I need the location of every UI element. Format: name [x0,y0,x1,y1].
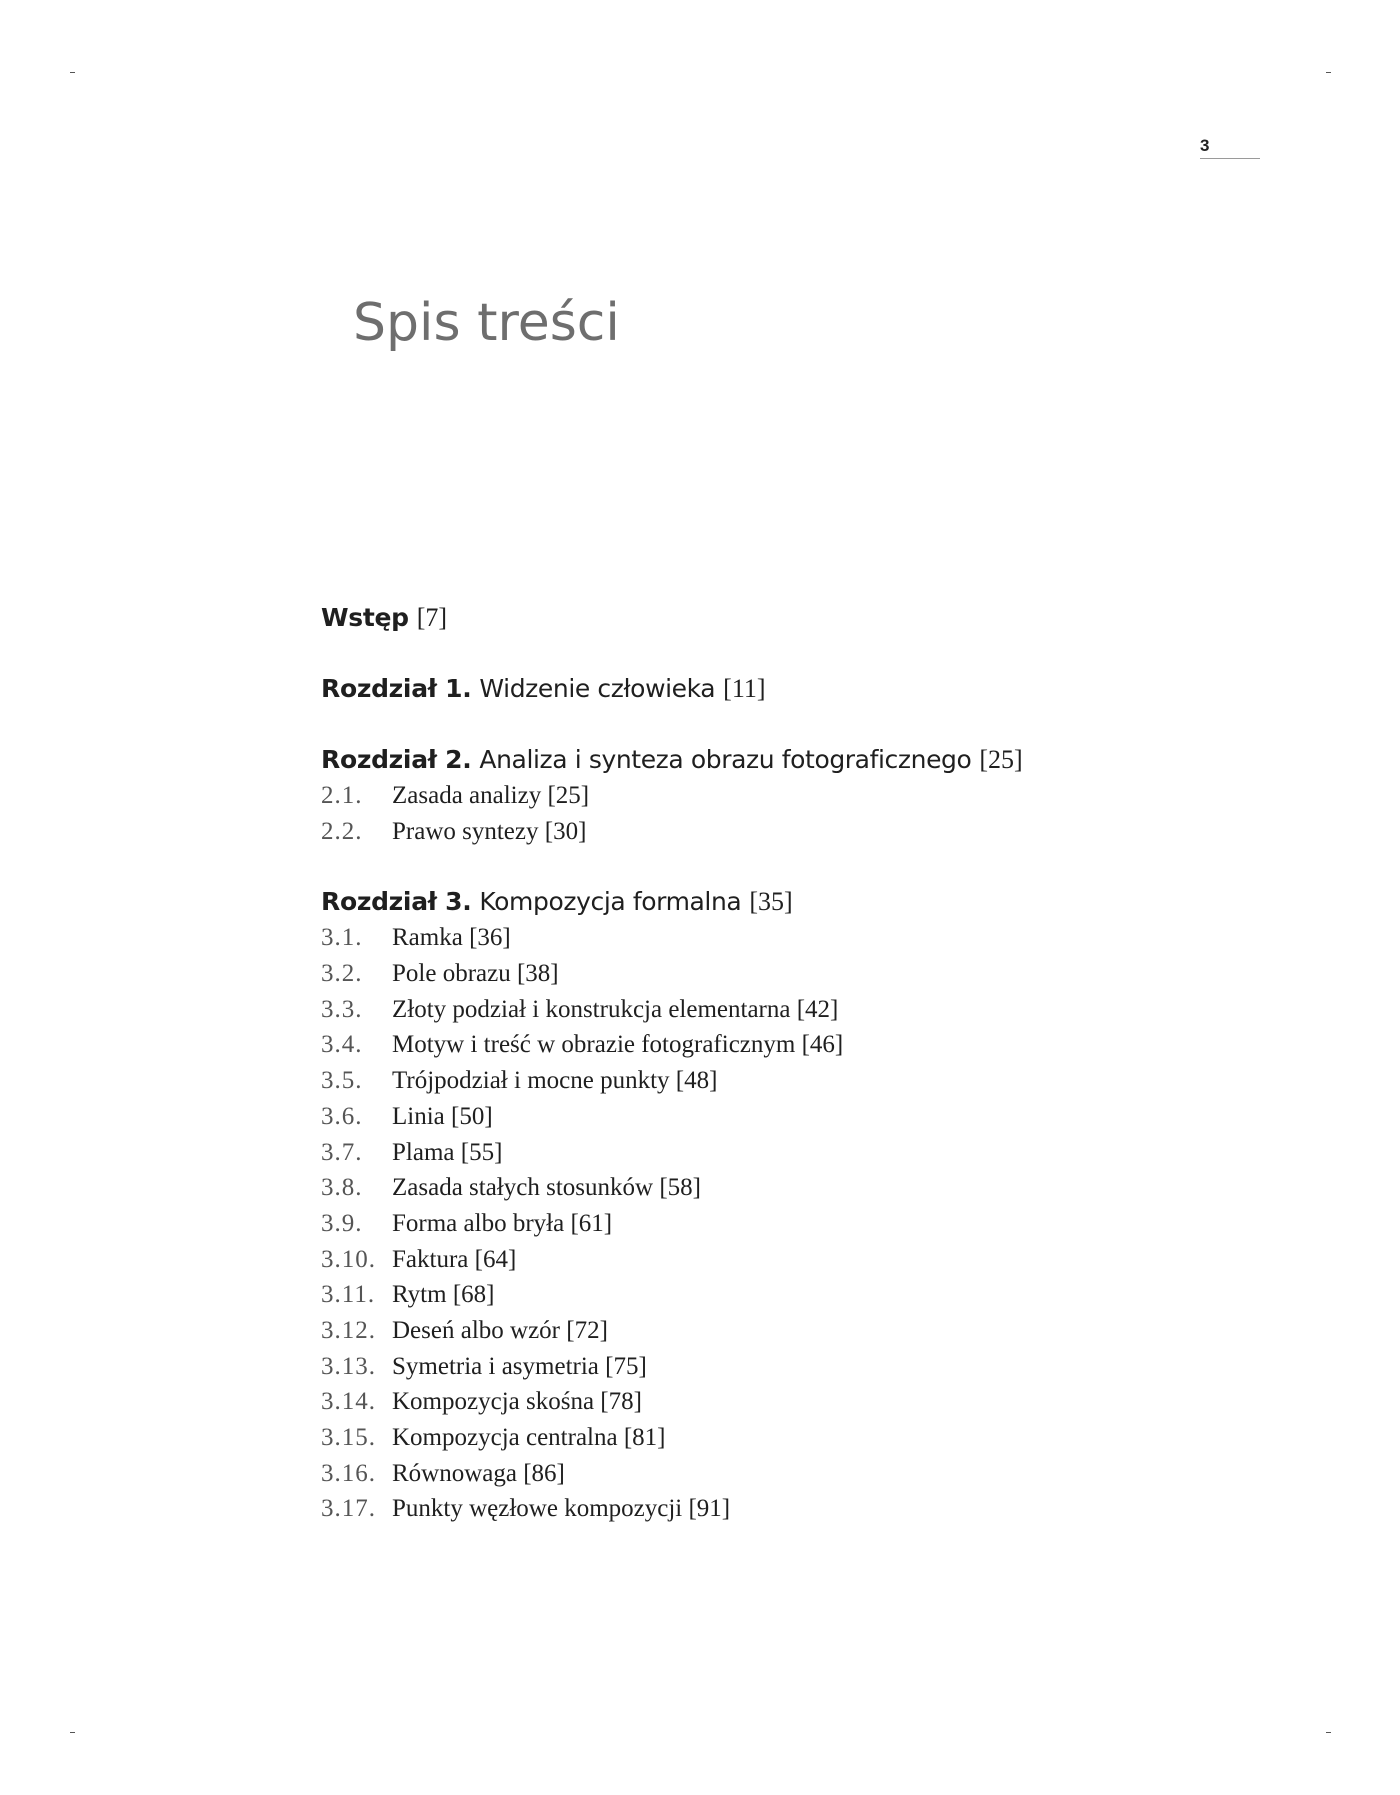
section-title [392,992,838,1028]
section-title-text: Kompozycja skośna [392,1388,595,1416]
section-number: 3.13. [321,1352,376,1380]
section-title-text: Faktura [392,1245,469,1273]
section-title [392,1349,647,1385]
section-number: 3.12. [321,1316,376,1344]
toc-section-item[interactable] [321,1135,1221,1171]
toc-section-item[interactable] [321,992,1221,1028]
section-page: [78] [600,1388,642,1416]
section-title-text: Ramka [392,924,463,952]
crop-mark-top-left [70,72,75,73]
section-title-text: Pole obrazu [392,960,511,988]
toc-chapter-2[interactable] [321,742,1221,778]
section-title [392,1099,493,1135]
section-title [392,814,586,850]
toc-section-item[interactable] [321,814,1221,850]
section-number: 3.15. [321,1424,376,1451]
chapter-page: [25] [979,745,1023,774]
section-page: [81] [623,1424,666,1451]
section-title-text: Forma albo bryła [392,1209,565,1237]
section-title [392,1313,608,1349]
section-title [392,1384,642,1420]
chapter-3-sections [321,920,1221,1527]
chapter-name: Kompozycja formalna [479,887,742,917]
section-title [392,1206,612,1242]
section-number: 2.2. [321,817,363,845]
toc-section-item[interactable] [321,1099,1221,1135]
toc-section-item[interactable] [321,1242,1221,1278]
toc-section-item[interactable] [321,1456,1221,1492]
section-number: 3.6. [321,1102,363,1130]
section-number: 3.5. [321,1067,363,1095]
section-title [392,1456,565,1492]
chapter-page: [35] [749,887,793,917]
toc-section-item[interactable] [321,1206,1221,1242]
section-title-text: Rytm [392,1281,447,1309]
section-title-text: Równowaga [392,1459,517,1487]
page-number: 3 [1200,136,1260,159]
toc-section-item[interactable] [321,1420,1221,1456]
chapter-page: [11] [723,674,766,703]
section-title-text: Prawo syntezy [392,817,539,845]
toc-section-item[interactable] [321,1491,1221,1527]
toc-intro-page: [7] [416,603,448,632]
section-title-text: Punkty węzłowe kompozycji [392,1495,683,1523]
toc-section-item[interactable] [321,1384,1221,1420]
section-number: 3.4. [321,1031,363,1059]
section-page: [61] [570,1209,613,1237]
section-title [392,1170,701,1206]
section-number: 3.8. [321,1174,363,1202]
section-title [392,778,589,814]
section-number: 3.7. [321,1138,363,1166]
toc-section-item[interactable] [321,920,1221,956]
section-title-text: Złoty podział i konstrukcja elementarna [392,995,791,1023]
section-title-text: Zasada analizy [392,782,542,809]
section-title [392,1491,730,1527]
toc-intro-label: Wstęp [321,603,409,632]
chapter-prefix: Rozdział 2. [321,745,472,774]
toc-section-item[interactable] [321,1313,1221,1349]
toc-chapter-1[interactable] [321,671,1221,707]
section-number: 3.2. [321,960,363,988]
section-page: [64] [474,1245,517,1273]
chapter-name: Widzenie człowieka [479,674,716,703]
section-page: [42] [796,995,839,1023]
section-number: 3.16. [321,1459,376,1487]
section-title-text: Trójpodział i mocne punkty [392,1067,670,1095]
section-number: 3.9. [321,1209,363,1237]
section-title-text: Kompozycja centralna [392,1424,618,1451]
section-title-text: Deseń albo wzór [392,1316,560,1344]
toc-section-item[interactable] [321,778,1221,814]
section-number: 3.3. [321,995,363,1023]
section-title-text: Motyw i treść w obrazie fotograficznym [392,1031,796,1059]
chapter-name: Analiza i synteza obrazu fotograficznego [479,745,972,774]
section-title [392,956,559,992]
section-page: [55] [460,1138,503,1166]
section-page: [46] [801,1031,844,1059]
section-page: [86] [523,1459,565,1487]
toc-chapter-3[interactable] [321,884,1221,920]
section-title [392,1420,666,1456]
crop-mark-bottom-right [1326,1732,1331,1733]
chapter-2-sections [321,778,1221,849]
section-title [392,1242,516,1278]
section-page: [58] [659,1174,701,1202]
toc-section-item[interactable] [321,1063,1221,1099]
section-page: [30] [544,817,587,845]
crop-mark-top-right [1326,72,1331,73]
section-title [392,920,511,956]
section-number: 3.11. [321,1281,376,1309]
section-page: [75] [605,1352,647,1380]
section-title-text: Zasada stałych stosunków [392,1174,654,1202]
section-page: [25] [547,782,590,809]
toc-section-item[interactable] [321,1349,1221,1385]
toc-section-item[interactable] [321,956,1221,992]
section-number: 2.1. [321,782,363,809]
section-title [392,1063,717,1099]
section-page: [48] [675,1067,718,1095]
page-title: Spis treści [353,293,620,353]
chapter-prefix: Rozdział 1. [321,674,472,703]
chapter-prefix: Rozdział 3. [321,887,472,917]
section-page: [72] [566,1316,608,1344]
toc-section-item[interactable] [321,1277,1221,1313]
section-title [392,1135,502,1171]
section-number: 3.1. [321,924,363,952]
section-number: 3.14. [321,1388,376,1416]
section-title-text: Symetria i asymetria [392,1352,599,1380]
section-title-text: Linia [392,1102,445,1130]
section-title [392,1027,843,1063]
section-title [392,1277,494,1313]
toc-section-item[interactable] [321,1170,1221,1206]
section-page: [91] [688,1495,731,1523]
section-title-text: Plama [392,1138,455,1166]
table-of-contents [321,600,1221,1527]
section-number: 3.10. [321,1245,376,1273]
section-page: [36] [469,924,511,952]
section-page: [50] [451,1102,493,1130]
crop-mark-bottom-left [70,1732,75,1733]
section-number: 3.17. [321,1495,376,1523]
section-page: [38] [516,960,559,988]
toc-section-item[interactable] [321,1027,1221,1063]
toc-intro[interactable] [321,600,1221,636]
section-page: [68] [452,1281,495,1309]
